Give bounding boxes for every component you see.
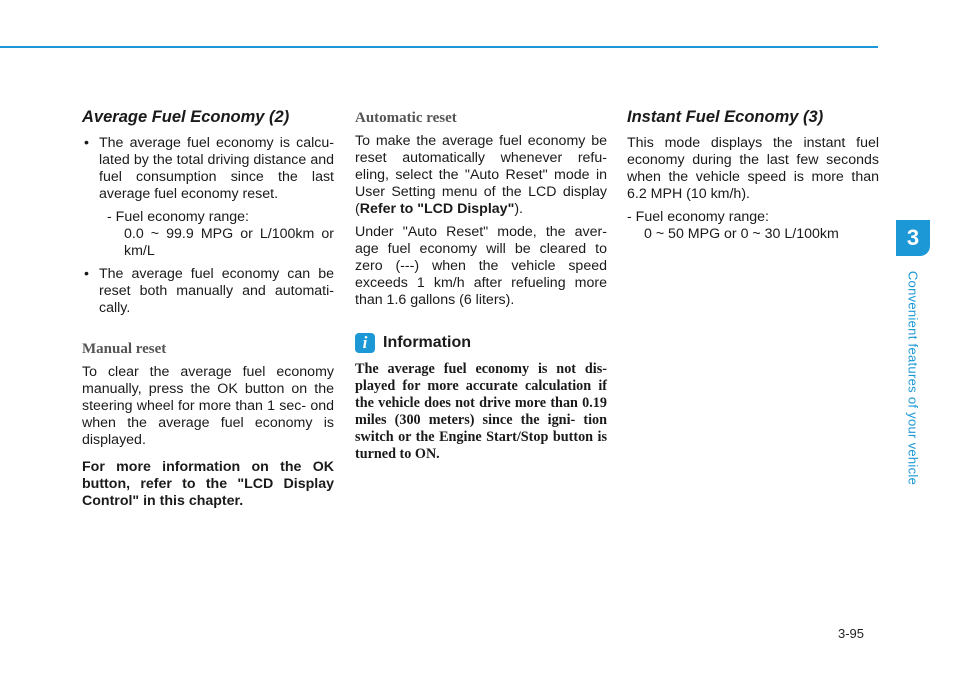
section-heading-average-fuel-economy: Average Fuel Economy (2) xyxy=(82,108,290,126)
auto-text-post: ). xyxy=(514,201,523,217)
auto-text-ref: Refer to "LCD Display" xyxy=(359,201,515,217)
information-header xyxy=(355,333,607,353)
bullet-item xyxy=(82,135,334,260)
range-label: - Fuel economy range: xyxy=(107,209,249,225)
column-left xyxy=(82,108,334,510)
subheading-manual-reset: Manual reset xyxy=(82,341,167,357)
bullet-item xyxy=(82,266,334,317)
chapter-number: 3 xyxy=(906,225,920,250)
fuel-range-block xyxy=(99,209,334,260)
top-divider xyxy=(0,46,878,48)
manual-reset-text: To clear the average fuel economy manually, press the OK button on the steering wheel for more than 1 sec- ond when the average fuel economy is displayed. xyxy=(82,364,334,448)
bullet-text: The average fuel economy can be reset both manually and automati- cally. xyxy=(99,266,334,316)
section-heading-instant-fuel-economy: Instant Fuel Economy (3) xyxy=(627,108,824,126)
page-number: 3-95 xyxy=(838,626,865,641)
range-label: - Fuel economy range: xyxy=(627,209,769,225)
instant-fuel-text: This mode displays the instant fuel economy during the last few seconds when the vehicle speed is more than 6.2 MPH (10 km/h). xyxy=(627,135,879,202)
range-value: 0.0 ~ 99.9 MPG or L/100km or km/L xyxy=(124,226,334,259)
chapter-tab xyxy=(896,220,930,256)
chapter-title: Convenient features of your vehicle xyxy=(905,270,921,486)
column-right xyxy=(627,108,879,249)
instant-fuel-range-block xyxy=(627,209,879,243)
auto-text-pre: To make the average fuel economy be reset automatically whenever refu- eling, select the "Auto Reset" mode in User Setting menu of the LCD display ( xyxy=(355,133,607,217)
auto-reset-mode-text: Under "Auto Reset" mode, the aver- age fuel economy will be cleared to zero (---) when the vehicle speed exceeds 1 km/h after refueling more than 1.6 gallons (6 liters). xyxy=(355,224,607,308)
bullet-list xyxy=(82,135,334,317)
information-title: Information xyxy=(383,334,471,351)
range-value: 0 ~ 50 MPG or 0 ~ 30 L/100km xyxy=(644,226,839,242)
automatic-reset-text xyxy=(355,133,607,218)
bullet-text: The average fuel economy is calcu- lated by the total driving distance and fuel consumption since the last average fuel economy reset. xyxy=(99,135,334,202)
subheading-automatic-reset: Automatic reset xyxy=(355,110,457,126)
column-middle xyxy=(355,108,607,463)
more-info-note: For more information on the OK button, refer to the "LCD Display Control" in this chapter. xyxy=(82,459,334,509)
information-body: The average fuel economy is not dis- played for more accurate calculation if the vehicle does not drive more than 0.19 miles (300 meters) since the igni- tion switch or the Engine Start/Stop button is turned to ON. xyxy=(355,361,607,462)
info-icon: i xyxy=(355,333,375,353)
